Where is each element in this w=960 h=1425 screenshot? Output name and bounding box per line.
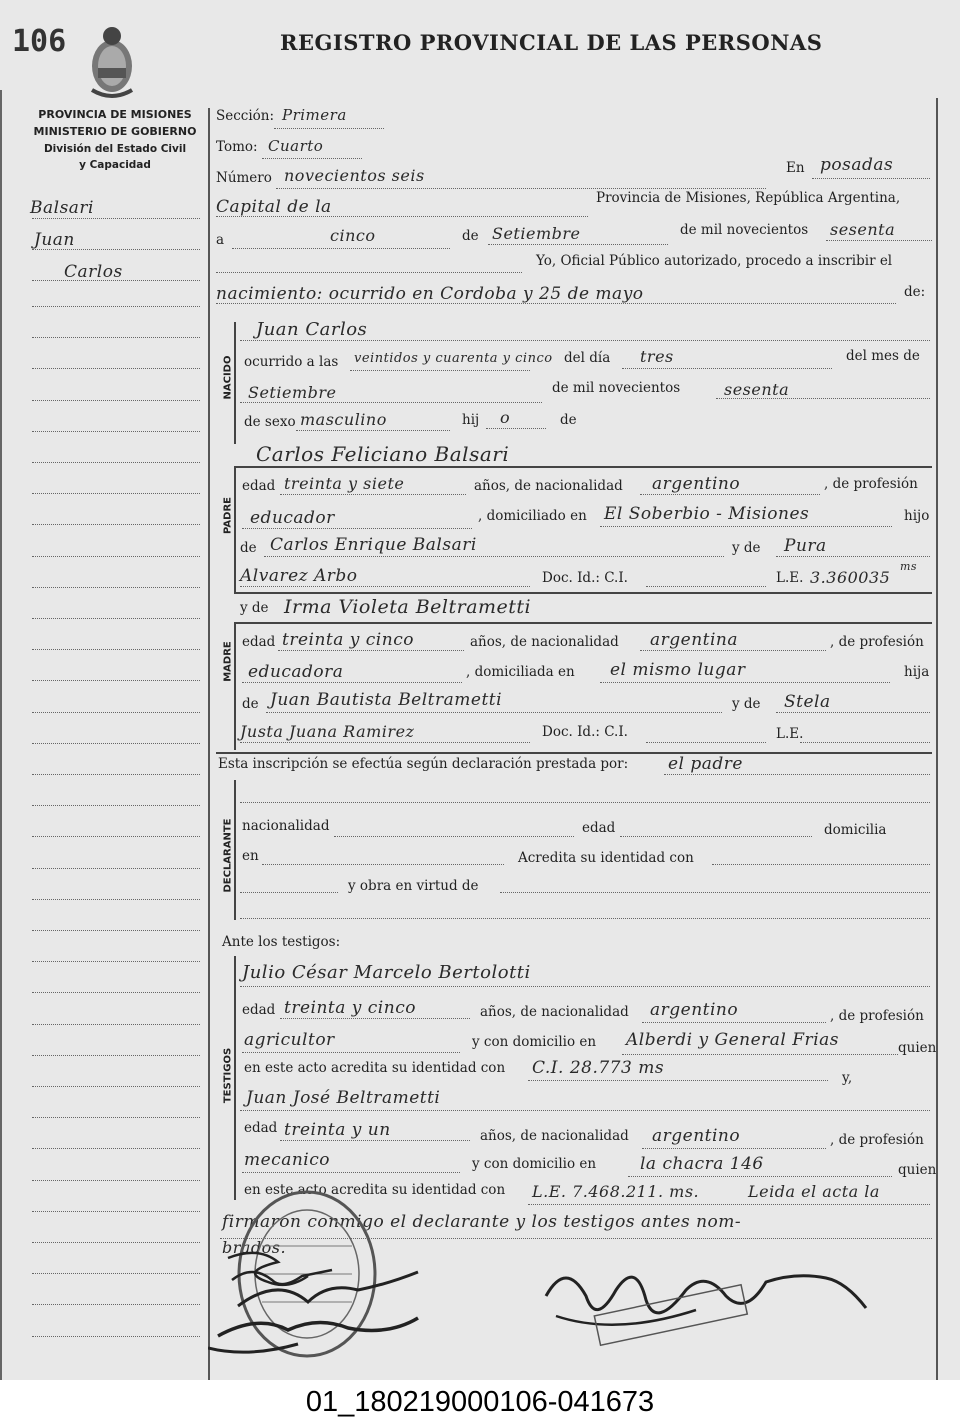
- nacido-mil-label: de mil novecientos: [552, 380, 681, 396]
- mes-value: Setiembre: [492, 224, 581, 243]
- declarante-obra-label: y obra en virtud de: [348, 878, 479, 894]
- declarante-obra-underline: [500, 892, 930, 893]
- madre-doc-underline: [646, 742, 766, 743]
- testigo-1-nac-value: argentino: [650, 1000, 739, 1020]
- hora-value: veintidos y cuarenta y cinco: [354, 351, 553, 366]
- margin-ruled-line: [32, 1180, 200, 1181]
- margin-ruled-line: [32, 1117, 200, 1118]
- de-label: de: [462, 228, 479, 244]
- madre-bracket: [234, 622, 236, 750]
- padre-y-de-label: y de: [732, 540, 761, 556]
- document-title: REGISTRO PROVINCIAL DE LAS PERSONAS: [280, 30, 823, 55]
- testigo-1-nombre-underline: [240, 986, 930, 987]
- padre-edad-value: treinta y siete: [284, 474, 405, 493]
- padre-madre-de-value: Pura: [784, 536, 827, 556]
- testigo-1-prof-label: , de profesión: [830, 1008, 924, 1024]
- oficial-underline: [216, 272, 522, 273]
- testigo-2-doc-value: L.E. 7.468.211. ms.: [532, 1182, 700, 1201]
- padre-profesion-value: educador: [250, 508, 335, 528]
- madre-nombre: Irma Violeta Beltrametti: [284, 596, 532, 618]
- hora-underline: [350, 370, 530, 371]
- testigos-section-label: TESTIGOS: [222, 1047, 234, 1104]
- madre-edad-label: edad: [242, 634, 276, 650]
- dia-underline: [232, 248, 450, 249]
- margin-ruled-line: [32, 1086, 200, 1087]
- declaracion-label: Esta inscripción se efectúa según declaración prestada por:: [218, 756, 629, 772]
- nacido-anio-value: sesenta: [724, 380, 790, 399]
- testigo-1-domicilio-underline: [622, 1054, 898, 1055]
- madre-nac-value: argentina: [650, 630, 739, 650]
- page-number: 106: [12, 24, 67, 59]
- declarante-en-label: en: [242, 848, 259, 864]
- cierre-line-3: brados.: [222, 1238, 287, 1257]
- testigo-2-quien: quien: [898, 1162, 937, 1178]
- testigo-1-acredita-label: en este acto acredita su identidad con: [244, 1060, 506, 1076]
- margin-ruled-line: [32, 1242, 200, 1243]
- padre-nac-label: años, de nacionalidad: [474, 478, 623, 494]
- seccion-underline: [274, 128, 384, 129]
- oficial-label: Yo, Oficial Público autorizado, procedo a inscribir el: [536, 253, 893, 269]
- seccion-label: Sección:: [216, 108, 275, 124]
- del-mes-label: del mes de: [846, 348, 920, 364]
- testigo-2-nac-label: años, de nacionalidad: [480, 1128, 629, 1144]
- tomo-underline: [262, 158, 362, 159]
- testigo-1-nac-label: años, de nacionalidad: [480, 1004, 629, 1020]
- testigo-1-y: y,: [842, 1070, 853, 1086]
- sexo-value: masculino: [300, 410, 387, 429]
- margin-ruled-line: [32, 1024, 200, 1025]
- margin-ruled-line: [32, 1304, 200, 1305]
- testigo-2-acredita-label: en este acto acredita su identidad con: [244, 1182, 506, 1198]
- margin-ruled-line: [32, 899, 200, 900]
- margin-ruled-line: [32, 743, 200, 744]
- nacido-anio-underline: [716, 398, 930, 399]
- margin-ruled-line: [32, 680, 200, 681]
- inscribe-value: nacimiento: ocurrido en Cordoba y 25 de mayo: [216, 284, 644, 304]
- nacido-mes-underline: [240, 402, 542, 403]
- testigo-2-nac-underline: [642, 1148, 826, 1149]
- padre-nac-underline: [640, 494, 820, 495]
- testigo-2-profesion-value: mecanico: [244, 1150, 330, 1170]
- testigo-1-dom-label: y con domicilio en: [472, 1034, 597, 1050]
- madre-edad-underline: [278, 650, 464, 651]
- nacido-nombre-underline: [240, 340, 930, 341]
- testigo-1-quien: quien: [898, 1040, 937, 1056]
- padre-prof-label: , de profesión: [824, 476, 918, 492]
- margin-ruled-line: [32, 524, 200, 525]
- margin-ruled-line: [32, 1211, 200, 1212]
- declarante-final-underline: [240, 918, 930, 919]
- left-margin-rule: [0, 90, 2, 1380]
- authority-line-1: PROVINCIA DE MISIONES: [38, 108, 192, 121]
- margin-ruled-line: [32, 462, 200, 463]
- padre-le-label: L.E.: [776, 570, 804, 586]
- margin-ruled-line: [32, 400, 200, 401]
- madre-de-label: de: [242, 696, 259, 712]
- padre-madre-de-underline: [776, 556, 930, 557]
- testigo-2-domicilio-underline: [628, 1176, 892, 1177]
- ante-testigos-label: Ante los testigos:: [222, 934, 341, 950]
- padre-domicilio-underline: [600, 526, 892, 527]
- dia-value: cinco: [330, 226, 376, 245]
- madre-hija-label: hija: [904, 664, 930, 680]
- madre-doc-label: Doc. Id.: C.I.: [542, 724, 628, 740]
- padre-edad-underline: [280, 494, 466, 495]
- madre-top-divider: [234, 592, 932, 594]
- authority-line-2: MINISTERIO DE GOBIERNO: [33, 125, 197, 138]
- margin-ruled-line: [32, 836, 200, 837]
- testigo-1-nombre: Julio César Marcelo Bertolotti: [242, 962, 531, 983]
- padre-edad-label: edad: [242, 478, 276, 494]
- tomo-label: Tomo:: [216, 139, 258, 155]
- margin-ruled-line: [32, 587, 200, 588]
- hij-underline: [486, 428, 546, 429]
- padre-divider: [234, 466, 932, 468]
- padre-madre-de-value-2: Alvarez Arbo: [240, 566, 358, 586]
- padre-madre-de-underline-2: [240, 586, 530, 587]
- margin-ruled-line: [32, 961, 200, 962]
- declarante-nac-underline: [334, 836, 574, 837]
- testigo-1-nac-underline: [642, 1022, 826, 1023]
- madre-domicilio-value: el mismo lugar: [610, 660, 746, 680]
- padre-doc-label: Doc. Id.: C.I.: [542, 570, 628, 586]
- margin-ruled-line: [32, 868, 200, 869]
- form-left-border: [208, 108, 210, 1380]
- padre-le-note: ms: [900, 560, 918, 573]
- testigo-2-profesion-underline: [242, 1172, 460, 1173]
- declarante-nac-label: nacionalidad: [242, 818, 330, 834]
- declarante-section-label: DECLARANTE: [222, 818, 234, 893]
- cierre-line-1: Leida el acta la: [748, 1182, 880, 1201]
- madre-padre-de-value: Juan Bautista Beltrametti: [270, 690, 503, 710]
- margin-ruled-line: [32, 992, 200, 993]
- padre-profesion-underline: [242, 528, 472, 529]
- anio-label: de mil novecientos: [680, 222, 809, 238]
- signatures-left: [208, 1244, 458, 1364]
- declarante-edad-underline: [620, 836, 812, 837]
- declarante-left-underline: [240, 892, 338, 893]
- declarante-acredita-label: Acredita su identidad con: [518, 850, 694, 866]
- padre-le-value: 3.360035: [810, 568, 891, 587]
- margin-ruled-line: [32, 1148, 200, 1149]
- testigo-1-profesion-value: agricultor: [244, 1030, 335, 1050]
- padre-dom-label: , domiciliado en: [478, 508, 587, 524]
- margin-name-1: Juan: [34, 230, 75, 250]
- margin-ruled-line: [32, 368, 200, 369]
- declarante-acredita-underline: [712, 864, 930, 865]
- authority-line-4: y Capacidad: [79, 159, 151, 171]
- del-dia-label: del día: [564, 350, 611, 366]
- padre-domicilio-value: El Soberbio - Misiones: [604, 504, 810, 524]
- testigo-1-edad-value: treinta y cinco: [284, 998, 416, 1018]
- margin-ruled-line: [32, 306, 200, 307]
- padre-doc-underline: [646, 586, 766, 587]
- cierre-line-2: firmaron conmigo el declarante y los testigos antes nom-: [222, 1212, 742, 1232]
- padre-bracket: [234, 466, 236, 592]
- declarante-edad-label: edad: [582, 820, 616, 836]
- padre-section-label: PADRE: [222, 497, 234, 534]
- form-right-border: [936, 98, 938, 1380]
- madre-nac-underline: [640, 650, 826, 651]
- margin-ruled-line: [32, 618, 200, 619]
- margin-ruled-line: [32, 712, 200, 713]
- inscribe-underline: [216, 303, 896, 304]
- margin-ruled-line: [32, 1055, 200, 1056]
- margin-ruled-line: [32, 337, 200, 338]
- capital-underline: [216, 216, 588, 217]
- margin-ruled-line: [32, 1273, 200, 1274]
- testigo-1-edad-label: edad: [242, 1002, 276, 1018]
- testigo-2-edad-underline: [280, 1140, 470, 1141]
- testigo-2-domicilio-value: la chacra 146: [640, 1154, 764, 1174]
- madre-divider: [234, 622, 932, 624]
- declaracion-value: el padre: [668, 754, 743, 774]
- madre-madre-de-underline-2: [240, 742, 530, 743]
- padre-nac-value: argentino: [652, 474, 741, 494]
- margin-surname: Balsari: [30, 198, 94, 218]
- hij-label: hij: [462, 412, 480, 428]
- madre-profesion-underline: [242, 682, 462, 683]
- margin-ruled-line: [32, 431, 200, 432]
- mes-underline: [488, 244, 668, 245]
- signature-right: [536, 1256, 876, 1356]
- nacido-dia-underline: [622, 368, 832, 369]
- provincia-label: Provincia de Misiones, República Argentina,: [596, 190, 901, 206]
- testigo-1-edad-underline: [280, 1018, 470, 1019]
- nacido-de-label: de: [560, 412, 577, 428]
- madre-edad-value: treinta y cinco: [282, 630, 414, 650]
- testigo-2-edad-value: treinta y un: [284, 1120, 391, 1140]
- padre-padre-de-value: Carlos Enrique Balsari: [270, 535, 477, 555]
- authority-line-3: División del Estado Civil: [43, 143, 187, 155]
- image-identifier: 01_180219000106-041673: [0, 1380, 960, 1425]
- madre-profesion-value: educadora: [248, 662, 344, 682]
- madre-dom-label: , domiciliada en: [466, 664, 575, 680]
- testigo-1-doc-value: C.I. 28.773 ms: [532, 1058, 665, 1078]
- de-colon-label: de:: [904, 284, 926, 300]
- declaracion-divider: [216, 752, 932, 754]
- capital-value: Capital de la: [216, 197, 332, 217]
- margin-ruled-line: [32, 493, 200, 494]
- en-underline: [812, 178, 930, 179]
- madre-section-label: MADRE: [222, 641, 234, 682]
- testigo-2-dom-label: y con domicilio en: [472, 1156, 597, 1172]
- margin-ruled-line: [32, 556, 200, 557]
- en-value: posadas: [820, 155, 894, 175]
- ocurrido-label: ocurrido a las: [244, 354, 339, 370]
- testigo-2-prof-label: , de profesión: [830, 1132, 924, 1148]
- madre-le-label: L.E.: [776, 726, 804, 742]
- tomo-value: Cuarto: [268, 137, 324, 155]
- testigo-1-domicilio-value: Alberdi y General Frias: [626, 1030, 839, 1050]
- en-label: En: [786, 160, 805, 176]
- numero-underline: [276, 188, 766, 189]
- testigo-2-nac-value: argentino: [652, 1126, 741, 1146]
- padre-nombre: Carlos Feliciano Balsari: [256, 442, 510, 466]
- seccion-value: Primera: [282, 106, 347, 124]
- margin-name-2: Carlos: [64, 262, 123, 282]
- anio-underline: [826, 240, 932, 241]
- testigo-2-nombre-underline: [240, 1110, 930, 1111]
- nacido-bracket: [234, 322, 236, 444]
- padre-hijo-label: hijo: [904, 508, 930, 524]
- nacido-section-label: NACIDO: [222, 355, 234, 400]
- a-label: a: [216, 232, 225, 248]
- nacido-nombre: Juan Carlos: [256, 319, 368, 340]
- madre-y-de-label: y de: [240, 600, 269, 616]
- declarante-dom-label: domicilia: [824, 822, 887, 838]
- testigo-2-doc-underline: [528, 1204, 930, 1205]
- nacido-dia-value: tres: [640, 347, 674, 366]
- madre-le-underline: [800, 742, 930, 743]
- coat-of-arms-icon: [86, 24, 138, 102]
- testigo-2-edad-label: edad: [244, 1120, 278, 1136]
- numero-value: novecientos seis: [284, 166, 425, 185]
- madre-y-de2-label: y de: [732, 696, 761, 712]
- declarante-en-underline: [262, 864, 504, 865]
- madre-madre-de-value-2: Justa Juana Ramirez: [240, 722, 415, 741]
- madre-madre-de-value: Stela: [784, 692, 831, 712]
- numero-label: Número: [216, 170, 272, 186]
- margin-ruled-line: [32, 930, 200, 931]
- madre-padre-de-underline: [266, 712, 722, 713]
- testigo-1-doc-underline: [528, 1080, 828, 1081]
- declarante-name-underline: [240, 802, 930, 803]
- padre-de-label: de: [240, 540, 257, 556]
- testigo-2-nombre: Juan José Beltrametti: [246, 1088, 441, 1108]
- nacido-mes-value: Setiembre: [248, 383, 337, 402]
- padre-padre-de-underline: [264, 556, 724, 557]
- margin-ruled-line: [32, 774, 200, 775]
- madre-madre-de-underline: [776, 712, 930, 713]
- declaracion-underline: [664, 774, 930, 775]
- testigo-1-profesion-underline: [242, 1052, 460, 1053]
- sexo-underline: [296, 430, 450, 431]
- testigos-bracket: [234, 956, 236, 1200]
- sexo-label: de sexo: [244, 414, 296, 430]
- margin-ruled-line: [32, 218, 200, 219]
- anio-value: sesenta: [830, 220, 896, 239]
- declarante-bracket: [234, 780, 236, 920]
- madre-nac-label: años, de nacionalidad: [470, 634, 619, 650]
- margin-ruled-line: [32, 649, 200, 650]
- madre-prof-label: , de profesión: [830, 634, 924, 650]
- hij-value: o: [500, 408, 511, 427]
- margin-ruled-line: [32, 1336, 200, 1337]
- margin-ruled-line: [32, 805, 200, 806]
- madre-domicilio-underline: [600, 682, 890, 683]
